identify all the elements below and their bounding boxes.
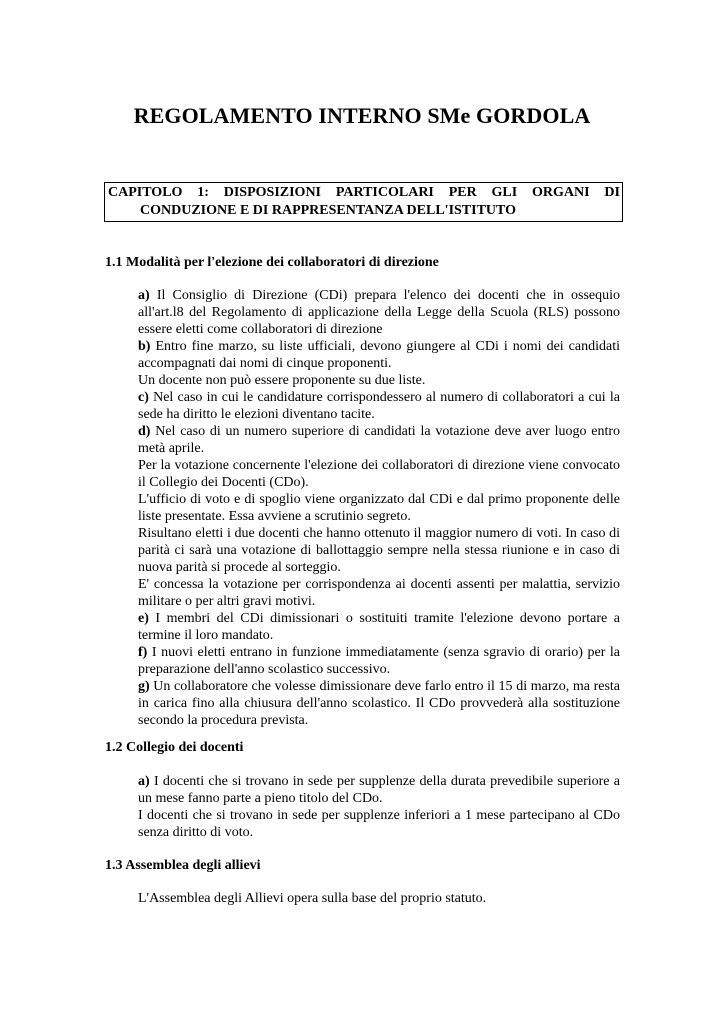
- paragraph-d: d) Nel caso di un numero superiore di candidati la votazione deve aver luogo entro metà aprile.: [138, 424, 620, 456]
- paragraph-note: L'ufficio di voto e di spoglio viene organizzato dal CDi e dal primo proponente delle liste presentate. Essa avviene a scrutinio segreto.: [138, 492, 620, 524]
- item-letter: c): [138, 390, 149, 405]
- paragraph-g: g) Un collaboratore che volesse dimissionare deve farlo entro il 15 di marzo, ma resta in carica fino alla chiusura dell'anno scolastico. Il CDo provvederà alla sostituzione secondo la procedura prevista.: [138, 679, 620, 728]
- paragraph-note: Risultano eletti i due docenti che hanno ottenuto il maggior numero di voti. In caso di parità ci sarà una votazione di ballottaggio sempre nella stessa riunione e in caso di nuova parità si procede al sorteggio.: [138, 526, 620, 575]
- paragraph-b: b) Entro fine marzo, su liste ufficiali, devono giungere al CDi i nomi dei candidati accompagnati dai nomi di cinque proponenti.: [138, 339, 620, 371]
- paragraph-note: Per la votazione concernente l'elezione dei collaboratori di direzione viene convocato il Collegio dei Docenti (CDo).: [138, 458, 620, 490]
- section-heading-1-1: 1.1 Modalità per l'elezione dei collaboratori di direzione: [105, 255, 439, 270]
- item-letter: b): [138, 339, 151, 354]
- paragraph-note: E' concessa la votazione per corrispondenza ai docenti assenti per malattia, servizio militare o per altri gravi motivi.: [138, 577, 620, 609]
- section-body-1-2: [138, 773, 620, 841]
- chapter-heading-line-1: CAPITOLO 1: DISPOSIZIONI PARTICOLARI PER GLI ORGANI DI: [108, 185, 620, 200]
- paragraph-e: e) I membri del CDi dimissionari o sostituiti tramite l'elezione devono portare a termine il loro mandato.: [138, 611, 620, 643]
- section-body-1-1: [138, 287, 620, 729]
- paragraph-a: a) Il Consiglio di Direzione (CDi) prepara l'elenco dei docenti che in ossequio all'art.l8 del Regolamento di applicazione della Legge della Scuola (RLS) possono essere eletti come collaboratori di direzione: [138, 288, 620, 337]
- section-heading-1-2: 1.2 Collegio dei docenti: [105, 740, 244, 755]
- paragraph-note: L'Assemblea degli Allievi opera sulla base del proprio statuto.: [138, 891, 487, 906]
- item-letter: g): [138, 679, 150, 694]
- paragraph-a: a) I docenti che si trovano in sede per supplenze della durata prevedibile superiore a un mese fanno parte a pieno titolo del CDo.: [138, 774, 620, 806]
- item-letter: f): [138, 645, 148, 660]
- item-letter: d): [138, 424, 151, 439]
- section-body-1-3: [138, 890, 620, 907]
- paragraph-c: c) Nel caso in cui le candidature corrispondessero al numero di collaboratori a cui la sede ha diritto le elezioni diventano tacite.: [138, 390, 620, 422]
- item-letter: a): [138, 774, 150, 789]
- paragraph-note: Un docente non può essere proponente su due liste.: [138, 373, 426, 388]
- chapter-box: [104, 182, 623, 222]
- paragraph-note: I docenti che si trovano in sede per supplenze inferiori a 1 mese partecipano al CDo senza diritto di voto.: [138, 808, 620, 840]
- chapter-heading-line-2: CONDUZIONE E DI RAPPRESENTANZA DELL'ISTITUTO: [140, 203, 517, 218]
- paragraph-f: f) I nuovi eletti entrano in funzione immediatamente (senza sgravio di orario) per la preparazione dell'anno scolastico successivo.: [138, 645, 620, 677]
- document-title: REGOLAMENTO INTERNO SMe GORDOLA: [133, 103, 591, 128]
- section-heading-1-3: 1.3 Assemblea degli allievi: [105, 858, 261, 873]
- item-letter: a): [138, 288, 150, 303]
- item-letter: e): [138, 611, 149, 626]
